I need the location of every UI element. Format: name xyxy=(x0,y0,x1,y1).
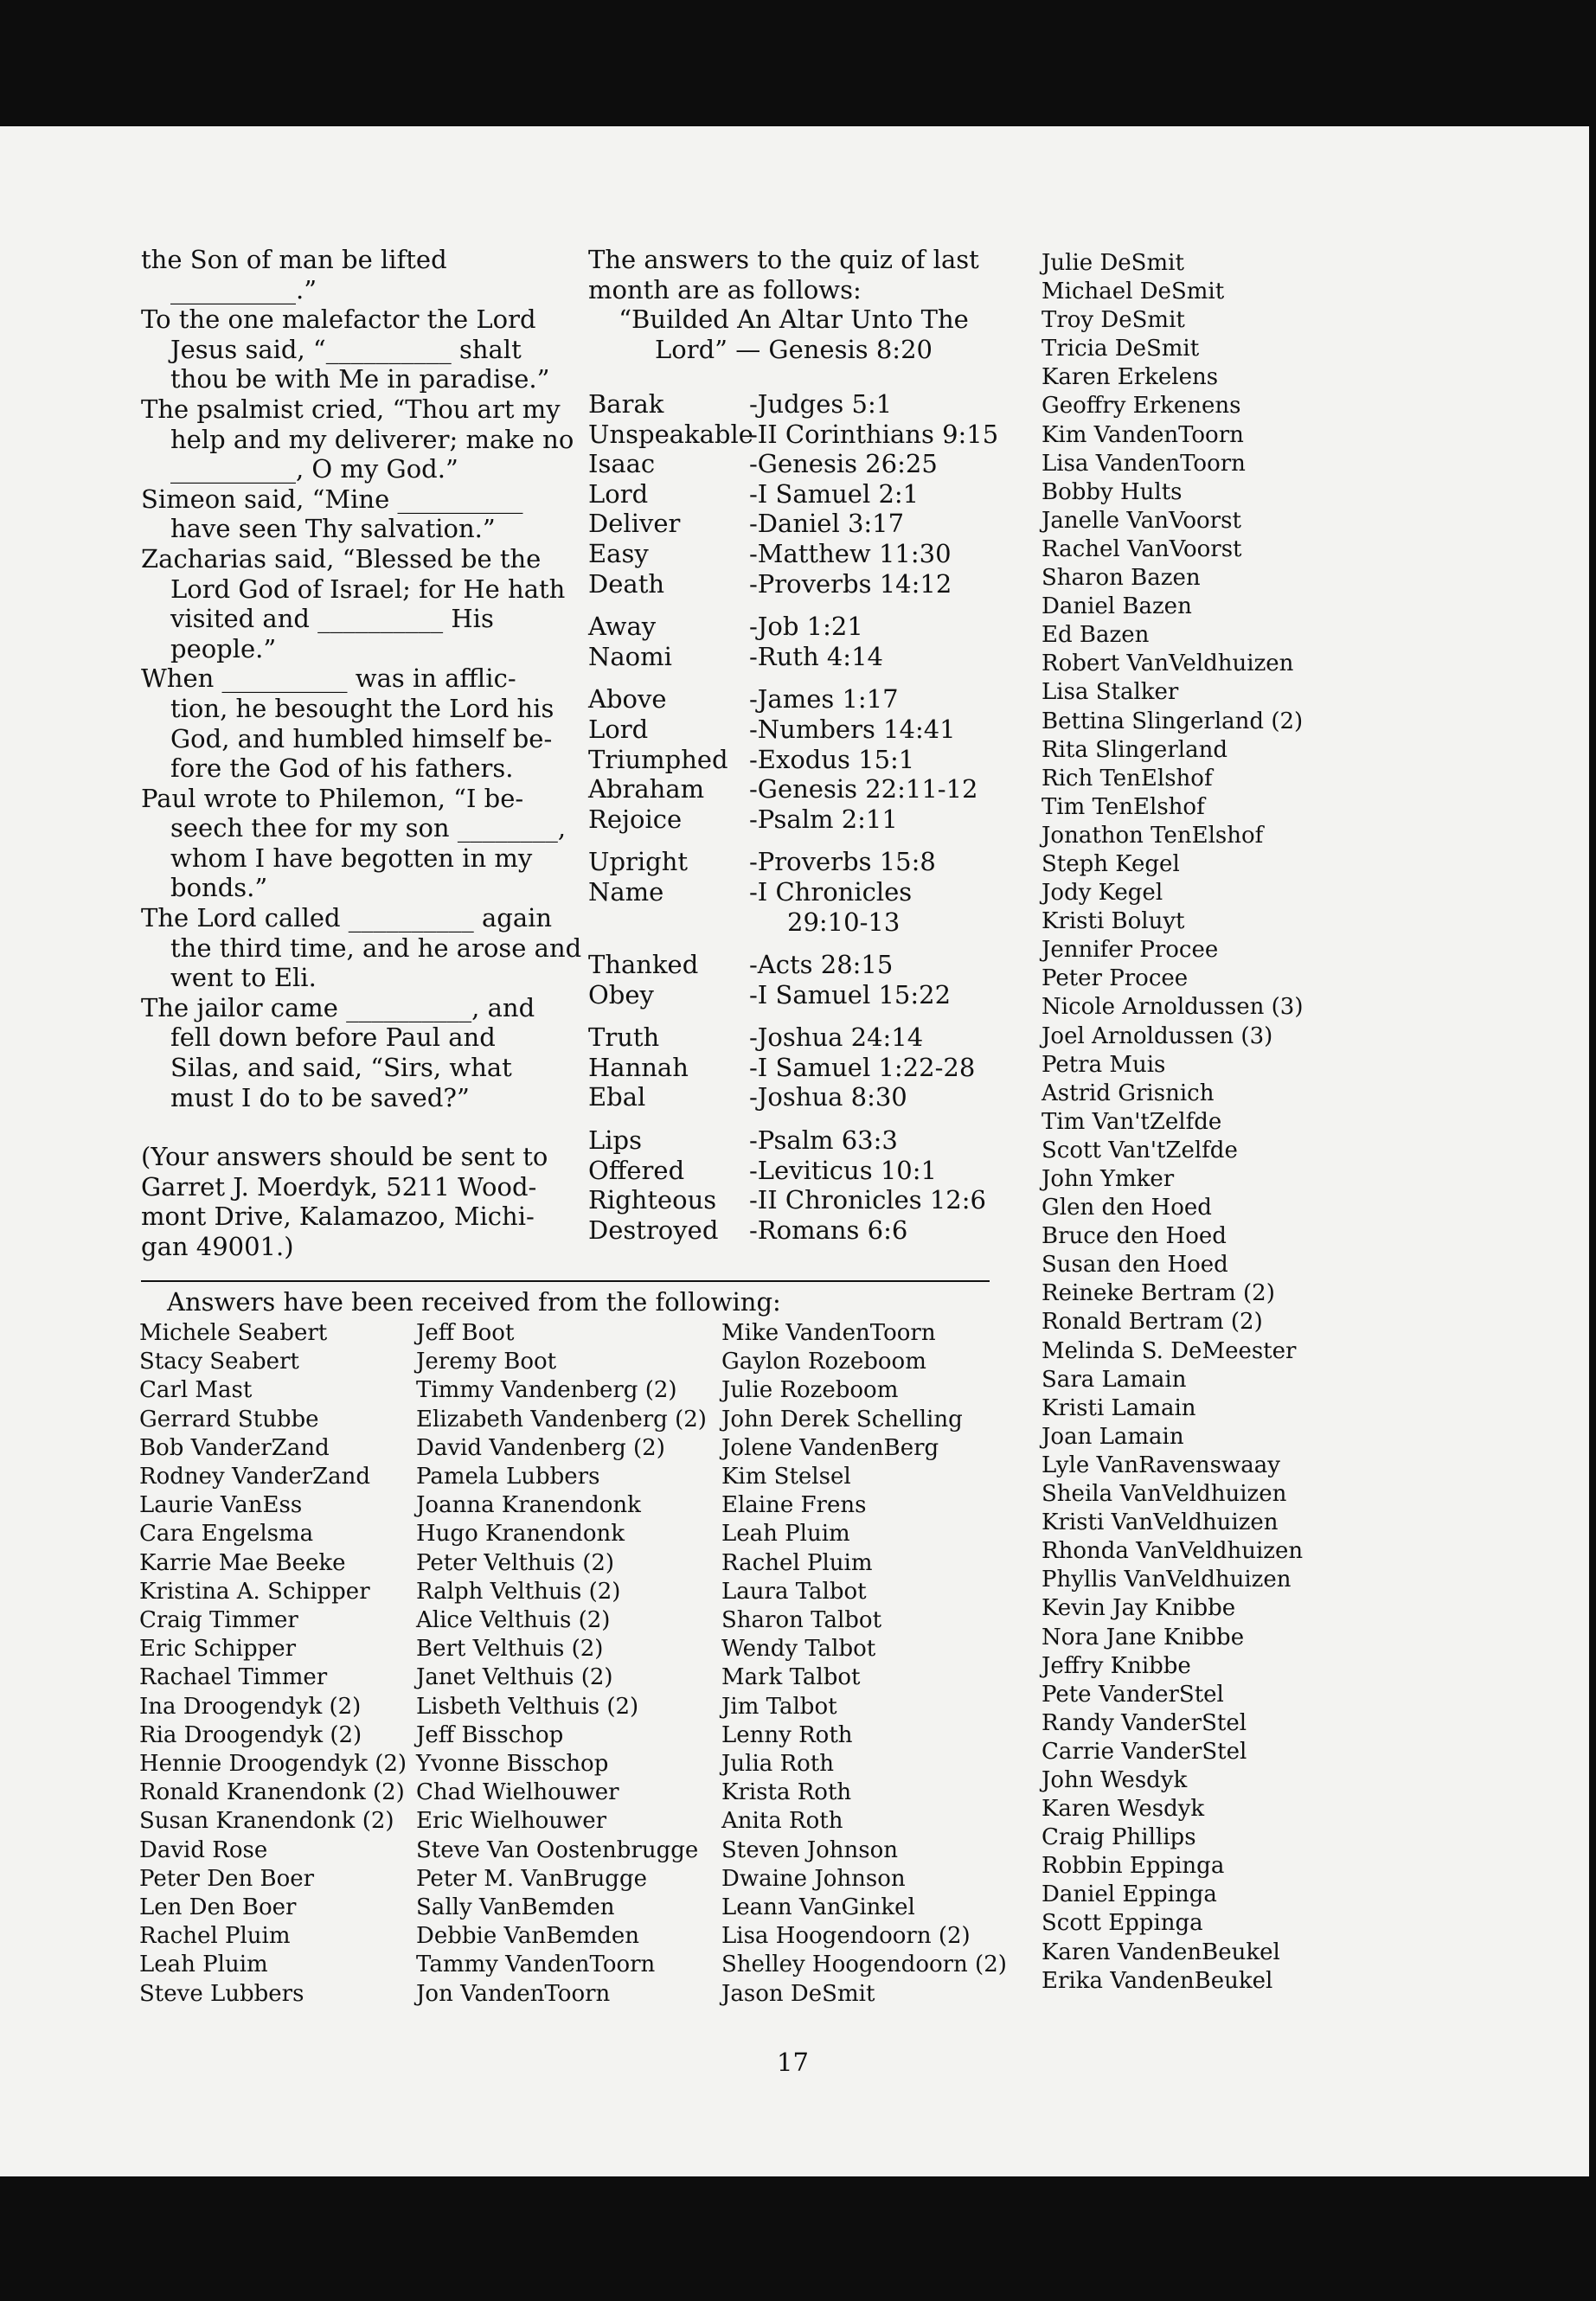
respondent-name: Petra Muis xyxy=(1042,1051,1166,1078)
respondent-name: Melinda S. DeMeester xyxy=(1042,1337,1297,1364)
respondent-name: Peter Den Boer xyxy=(139,1865,315,1892)
respondent-name: Jeffry Knibbe xyxy=(1042,1652,1191,1679)
names-column-2 xyxy=(416,1319,707,2009)
answer-word: Abraham xyxy=(588,774,705,804)
answer-reference: -II Corinthians 9:15 xyxy=(749,419,999,449)
respondent-name: Eric Wielhouwer xyxy=(416,1808,607,1835)
quiz-clue-line: must I do to be saved?” xyxy=(170,1082,470,1112)
respondent-name: Tim Van'tZelfde xyxy=(1042,1108,1222,1135)
names-column-1 xyxy=(139,1319,407,2009)
answer-reference: -Numbers 14:41 xyxy=(749,714,956,744)
respondent-name: Pamela Lubbers xyxy=(416,1464,600,1490)
quiz-clue-line: the Son of man be lifted xyxy=(141,245,447,274)
respondent-name: Julie Rozeboom xyxy=(721,1377,899,1404)
section-divider xyxy=(141,1280,990,1282)
respondent-name: Rachel Pluim xyxy=(139,1923,291,1950)
respondent-name: Tim TenElshof xyxy=(1042,793,1205,820)
answer-group xyxy=(588,612,1003,671)
quiz-clue xyxy=(141,993,546,1112)
respondent-name: Sheila VanVeldhuizen xyxy=(1042,1481,1287,1508)
respondent-name: Kristi VanVeldhuizen xyxy=(1042,1509,1279,1536)
answer-reference: -Ruth 4:14 xyxy=(749,641,883,671)
respondent-name: Laurie VanEss xyxy=(139,1492,303,1519)
respondent-name: Daniel Bazen xyxy=(1042,593,1192,620)
respondent-name: Peter Velthuis (2) xyxy=(416,1549,615,1576)
respondent-name: Rachel Pluim xyxy=(721,1549,873,1576)
respondent-name: Bruce den Hoed xyxy=(1042,1223,1227,1250)
respondent-name: Janet Velthuis (2) xyxy=(416,1664,613,1691)
respondent-name: Lisbeth Velthuis (2) xyxy=(416,1693,639,1720)
answer-reference: -Genesis 26:25 xyxy=(749,449,938,479)
answer-word: Lord xyxy=(588,714,649,744)
respondent-name: Lenny Roth xyxy=(721,1721,853,1748)
respondent-name: Joan Lamain xyxy=(1042,1423,1184,1450)
answer-word: Unspeakable xyxy=(588,419,753,449)
respondent-name: Steven Johnson xyxy=(721,1836,899,1863)
respondent-name: Leann VanGinkel xyxy=(721,1894,915,1921)
answers-intro xyxy=(588,245,999,364)
respondent-name: Krista Roth xyxy=(721,1779,852,1806)
respondent-name: Hugo Kranendonk xyxy=(416,1521,625,1548)
respondent-name: Craig Timmer xyxy=(139,1607,298,1634)
respondent-name: Steve Van Oostenbrugge xyxy=(416,1836,699,1863)
quiz-clue-line: To the one malefactor the Lord xyxy=(141,304,536,335)
quiz-clue xyxy=(141,484,546,544)
answer-group xyxy=(588,1125,1003,1245)
answer-word: Death xyxy=(588,568,665,599)
respondent-name: Gerrard Stubbe xyxy=(139,1406,319,1433)
respondent-name: Ralph Velthuis (2) xyxy=(416,1578,621,1605)
quiz-clue-line: whom I have begotten in my xyxy=(170,843,533,873)
respondent-name: Bob VanderZand xyxy=(139,1434,330,1461)
respondent-name: Chad Wielhouwer xyxy=(416,1779,619,1806)
respondent-name: Kristi Boluyt xyxy=(1042,908,1185,935)
answer-row xyxy=(588,449,1003,479)
names-column-4 xyxy=(1042,249,1303,1996)
answer-row xyxy=(588,1022,1003,1053)
respondent-name: Lisa Stalker xyxy=(1042,679,1179,706)
quiz-clue-line: seech thee for my son ________, xyxy=(170,813,567,843)
respondent-name: Jim Talbot xyxy=(721,1693,837,1720)
answer-word: Destroyed xyxy=(588,1215,719,1245)
answer-word: Upright xyxy=(588,847,689,877)
answer-row xyxy=(588,745,1003,775)
answer-reference: -Exodus 15:1 xyxy=(749,744,915,774)
quiz-clue-line: tion, he besought the Lord his xyxy=(170,693,554,723)
answer-group xyxy=(588,847,1003,937)
respondent-name: Tricia DeSmit xyxy=(1042,336,1200,362)
answer-row xyxy=(588,420,1003,450)
respondent-name: Nicole Arnoldussen (3) xyxy=(1042,994,1304,1021)
respondent-name: Joel Arnoldussen (3) xyxy=(1042,1022,1273,1049)
mailing-note-line: mont Drive, Kalamazoo, Michi- xyxy=(141,1202,535,1232)
respondent-name: Ronald Kranendonk (2) xyxy=(139,1779,405,1806)
answer-word: Triumphed xyxy=(588,744,728,774)
respondent-name: Pete VanderStel xyxy=(1042,1681,1224,1708)
respondent-name: Eric Schipper xyxy=(139,1636,297,1663)
answer-word: Barak xyxy=(588,389,664,419)
answer-reference: -Matthew 11:30 xyxy=(749,538,952,568)
respondent-name: Jeremy Boot xyxy=(416,1349,557,1375)
mailing-note-line: Garret J. Moerdyk, 5211 Wood- xyxy=(141,1171,537,1202)
answer-word: Righteous xyxy=(588,1185,717,1215)
answer-row xyxy=(588,479,1003,510)
quiz-clue xyxy=(141,304,550,394)
answer-row xyxy=(588,950,1003,980)
respondent-name: Glen den Hoed xyxy=(1042,1195,1212,1221)
answer-group xyxy=(588,389,1003,599)
respondent-name: Scott Van'tZelfde xyxy=(1042,1137,1238,1163)
respondent-name: Kristi Lamain xyxy=(1042,1394,1196,1421)
respondent-name: Jon VandenToorn xyxy=(416,1980,611,2007)
respondent-name: Kim Stelsel xyxy=(721,1464,851,1490)
answer-word: Ebal xyxy=(588,1082,646,1112)
answer-word: Offered xyxy=(588,1155,685,1185)
respondent-name: Janelle VanVoorst xyxy=(1042,507,1241,534)
answer-word: Rejoice xyxy=(588,804,683,834)
answer-row xyxy=(588,389,1003,420)
respondent-name: Rachel VanVoorst xyxy=(1042,535,1242,562)
answer-word: Lips xyxy=(588,1125,642,1156)
quiz-clue-line: people.” xyxy=(170,633,277,663)
answers-intro-line: month are as follows: xyxy=(588,274,862,304)
respondent-name: Leah Pluim xyxy=(139,1952,268,1978)
quiz-clue-line: God, and humbled himself be- xyxy=(170,723,553,753)
respondent-name: Rachael Timmer xyxy=(139,1664,328,1691)
respondent-name: Michele Seabert xyxy=(139,1320,328,1346)
answer-row xyxy=(588,1082,1003,1112)
respondent-name: Timmy Vandenberg (2) xyxy=(416,1377,677,1404)
respondent-name: Mark Talbot xyxy=(721,1664,861,1691)
answer-word: Naomi xyxy=(588,641,672,671)
respondent-name: Peter M. VanBrugge xyxy=(416,1865,647,1892)
quiz-clue-line: fore the God of his fathers. xyxy=(170,753,514,784)
respondent-name: Stacy Seabert xyxy=(139,1349,299,1375)
respondent-name: Geoffry Erkenens xyxy=(1042,393,1241,420)
answer-reference: -Acts 28:15 xyxy=(749,950,894,980)
respondent-name: Robbin Eppinga xyxy=(1042,1853,1225,1880)
quiz-clue xyxy=(141,903,582,993)
answers-intro-title: “Builded An Altar Unto The xyxy=(619,304,969,335)
answer-row xyxy=(588,804,1003,835)
respondent-name: Kevin Jay Knibbe xyxy=(1042,1595,1236,1622)
answer-group xyxy=(588,950,1003,1009)
respondent-name: Steve Lubbers xyxy=(139,1980,304,2007)
respondent-name: Ed Bazen xyxy=(1042,622,1150,649)
answer-row xyxy=(588,847,1003,877)
respondent-name: Lisa Hoogendoorn (2) xyxy=(721,1923,971,1950)
respondent-name: Jonathon TenElshof xyxy=(1042,822,1264,849)
answer-reference: -Proverbs 14:12 xyxy=(749,568,952,599)
answer-reference: -Joshua 8:30 xyxy=(749,1082,907,1112)
mailing-note-line: gan 49001.) xyxy=(141,1232,294,1261)
respondent-name: Debbie VanBemden xyxy=(416,1923,640,1950)
answer-word: Thanked xyxy=(588,950,699,980)
respondent-name: Elizabeth Vandenberg (2) xyxy=(416,1406,707,1433)
answer-word: Truth xyxy=(588,1022,660,1053)
quiz-clue-line: bonds.” xyxy=(170,873,268,903)
respondent-name: Carl Mast xyxy=(139,1377,253,1404)
respondent-name: Bettina Slingerland (2) xyxy=(1042,708,1304,734)
respondent-name: Rhonda VanVeldhuizen xyxy=(1042,1538,1304,1565)
respondent-name: Erika VandenBeukel xyxy=(1042,1967,1273,1994)
respondent-name: Kristina A. Schipper xyxy=(139,1578,370,1605)
respondent-name: Karen Wesdyk xyxy=(1042,1796,1205,1823)
quiz-clue-line: Paul wrote to Philemon, “I be- xyxy=(141,783,524,813)
respondent-name: Lisa VandenToorn xyxy=(1042,450,1246,477)
respondent-name: Michael DeSmit xyxy=(1042,279,1225,305)
respondent-name: Nora Jane Knibbe xyxy=(1042,1624,1245,1650)
answer-reference: -II Chronicles 12:6 xyxy=(749,1185,986,1215)
respondent-name: Randy VanderStel xyxy=(1042,1709,1247,1736)
answer-group xyxy=(588,1022,1003,1112)
answer-word: Lord xyxy=(588,478,649,509)
answer-word: Deliver xyxy=(588,509,681,539)
respondent-name: Joanna Kranendonk xyxy=(416,1492,641,1519)
respondent-name: Karen VandenBeukel xyxy=(1042,1939,1280,1965)
answer-reference: -Psalm 2:11 xyxy=(749,804,898,834)
answer-reference: -Job 1:21 xyxy=(749,612,863,642)
respondent-name: Ria Droogendyk (2) xyxy=(139,1721,362,1748)
respondent-name: Cara Engelsma xyxy=(139,1521,314,1548)
answer-reference: -I Samuel 2:1 xyxy=(749,478,920,509)
respondent-name: Karen Erkelens xyxy=(1042,364,1219,391)
answer-word: Isaac xyxy=(588,449,656,479)
respondent-name: Julia Roth xyxy=(721,1751,834,1778)
answer-reference: -Romans 6:6 xyxy=(749,1215,908,1245)
respondent-name: Jolene VandenBerg xyxy=(721,1434,939,1461)
quiz-clue-line: Jesus said, “__________ shalt xyxy=(170,334,522,364)
answers-intro-line: The answers to the quiz of last xyxy=(588,245,979,274)
respondent-name: Elaine Frens xyxy=(721,1492,867,1519)
respondent-name: Phyllis VanVeldhuizen xyxy=(1042,1567,1292,1593)
respondent-name: Ronald Bertram (2) xyxy=(1042,1309,1263,1336)
respondent-name: John Ymker xyxy=(1042,1166,1175,1192)
answer-row xyxy=(588,1053,1003,1083)
answer-reference: -James 1:17 xyxy=(749,684,899,715)
answer-row xyxy=(588,774,1003,804)
respondent-name: Bert Velthuis (2) xyxy=(416,1636,604,1663)
respondent-name: Reineke Bertram (2) xyxy=(1042,1280,1275,1307)
respondent-name: Craig Phillips xyxy=(1042,1824,1196,1851)
answer-reference: -Judges 5:1 xyxy=(749,389,893,419)
respondent-name: Scott Eppinga xyxy=(1042,1910,1203,1937)
answer-word: Obey xyxy=(588,979,654,1009)
answer-row xyxy=(588,1215,1003,1246)
quiz-clue xyxy=(141,663,554,784)
respondent-name: Sally VanBemden xyxy=(416,1894,615,1921)
answer-row xyxy=(588,539,1003,569)
mailing-note-line: (Your answers should be sent to xyxy=(141,1142,548,1172)
answer-reference: -Leviticus 10:1 xyxy=(749,1155,937,1185)
quiz-clue-line: Zacharias said, “Blessed be the xyxy=(141,543,542,574)
respondent-name: Alice Velthuis (2) xyxy=(416,1607,611,1634)
quiz-clue-line: Silas, and said, “Sirs, what xyxy=(170,1053,512,1083)
answer-row xyxy=(588,980,1003,1010)
respondent-name: Astrid Grisnich xyxy=(1042,1080,1215,1106)
answer-word: Away xyxy=(588,612,657,642)
names-column-3 xyxy=(721,1319,1007,2009)
answer-row xyxy=(588,1156,1003,1186)
quiz-clue-line: thou be with Me in paradise.” xyxy=(170,364,550,394)
respondent-name: Sharon Talbot xyxy=(721,1607,882,1634)
answer-reference: -Psalm 63:3 xyxy=(749,1125,898,1156)
respondent-name: Shelley Hoogendoorn (2) xyxy=(721,1952,1007,1978)
respondent-name: Leah Pluim xyxy=(721,1521,850,1548)
respondent-name: Yvonne Bisschop xyxy=(416,1751,609,1778)
respondent-name: Tammy VandenToorn xyxy=(416,1952,656,1978)
respondent-name: Laura Talbot xyxy=(721,1578,867,1605)
answer-word: Hannah xyxy=(588,1052,689,1082)
quiz-clue xyxy=(141,543,566,663)
quiz-clue-line: __________.” xyxy=(170,274,317,304)
respondent-name: Sara Lamain xyxy=(1042,1366,1187,1393)
answer-reference: -Genesis 22:11-12 xyxy=(749,774,978,804)
received-heading: Answers have been received from the following: xyxy=(167,1287,781,1317)
respondent-name: Wendy Talbot xyxy=(721,1636,876,1663)
answer-reference: -Daniel 3:17 xyxy=(749,509,905,539)
answer-row xyxy=(588,1125,1003,1156)
quiz-clue-line: When __________ was in afflic- xyxy=(141,663,516,694)
quiz-clue xyxy=(141,245,546,304)
quiz-clues-column xyxy=(141,245,582,1262)
quiz-clue xyxy=(141,394,574,484)
respondent-name: Troy DeSmit xyxy=(1042,307,1185,334)
respondent-name: Ina Droogendyk (2) xyxy=(139,1693,362,1720)
answer-reference: -I Chronicles xyxy=(749,876,913,907)
answers-list xyxy=(588,389,1003,1258)
answer-row xyxy=(588,612,1003,642)
quiz-clue-line: the third time, and he arose and xyxy=(170,933,582,963)
quiz-clue-line: went to Eli. xyxy=(170,963,317,993)
answer-word: Easy xyxy=(588,538,649,568)
respondent-name: Daniel Eppinga xyxy=(1042,1881,1217,1908)
respondent-name: Len Den Boer xyxy=(139,1894,297,1921)
respondent-name: Susan Kranendonk (2) xyxy=(139,1808,394,1835)
respondent-name: Bobby Hults xyxy=(1042,478,1183,505)
respondent-name: Jeff Bisschop xyxy=(416,1721,564,1748)
respondent-name: Lyle VanRavenswaay xyxy=(1042,1452,1280,1478)
respondent-name: Mike VandenToorn xyxy=(721,1320,936,1346)
respondent-name: Sharon Bazen xyxy=(1042,565,1201,592)
quiz-clue-line: have seen Thy salvation.” xyxy=(170,514,496,544)
answer-row xyxy=(588,509,1003,539)
respondent-name: Kim VandenToorn xyxy=(1042,421,1244,448)
respondent-name: Steph Kegel xyxy=(1042,850,1180,877)
quiz-clue-line: The jailor came __________, and xyxy=(141,992,535,1022)
respondent-name: John Wesdyk xyxy=(1042,1766,1188,1793)
respondent-name: David Rose xyxy=(139,1836,268,1863)
answer-row xyxy=(588,684,1003,715)
quiz-clue-line: __________, O my God.” xyxy=(170,454,458,484)
quiz-clue-line: The Lord called __________ again xyxy=(141,903,553,933)
respondent-name: Rich TenElshof xyxy=(1042,765,1213,792)
answer-word: Name xyxy=(588,876,664,907)
quiz-clue-line: Lord God of Israel; for He hath xyxy=(170,574,566,604)
quiz-clue-line: help and my deliverer; make no xyxy=(170,424,574,454)
respondent-name: Jody Kegel xyxy=(1042,880,1163,907)
respondent-name: Jennifer Procee xyxy=(1042,937,1219,964)
answer-row xyxy=(588,569,1003,599)
quiz-clue-line: visited and __________ His xyxy=(170,604,494,634)
respondent-name: Anita Roth xyxy=(721,1808,843,1835)
answers-intro-reference: Lord” — Genesis 8:20 xyxy=(655,334,933,364)
answer-reference-cont: 29:10-13 xyxy=(787,907,901,937)
respondent-name: Gaylon Rozeboom xyxy=(721,1349,926,1375)
answer-reference: -I Samuel 1:22-28 xyxy=(749,1052,976,1082)
quiz-clue-line: Simeon said, “Mine __________ xyxy=(141,484,523,514)
mailing-note xyxy=(141,1142,546,1261)
answer-reference: -Proverbs 15:8 xyxy=(749,847,936,877)
respondent-name: Jeff Boot xyxy=(416,1320,515,1346)
respondent-name: Julie DeSmit xyxy=(1042,250,1184,276)
respondent-name: Robert VanVeldhuizen xyxy=(1042,651,1294,677)
respondent-name: Rodney VanderZand xyxy=(139,1464,371,1490)
answer-group xyxy=(588,684,1003,834)
quiz-clue xyxy=(141,783,567,903)
respondent-name: Hennie Droogendyk (2) xyxy=(139,1751,407,1778)
answer-reference: -I Samuel 15:22 xyxy=(749,979,952,1009)
answer-row xyxy=(588,877,1003,907)
page-number: 17 xyxy=(777,2048,809,2077)
respondent-name: Susan den Hoed xyxy=(1042,1252,1228,1279)
respondent-name: Carrie VanderStel xyxy=(1042,1738,1247,1765)
answer-word: Above xyxy=(588,684,667,715)
respondent-name: Peter Procee xyxy=(1042,965,1189,992)
quiz-clue-line: The psalmist cried, “Thou art my xyxy=(141,394,561,424)
quiz-clue-line: fell down before Paul and xyxy=(170,1022,496,1053)
respondent-name: Dwaine Johnson xyxy=(721,1865,906,1892)
answer-row xyxy=(588,715,1003,745)
respondent-name: David Vandenberg (2) xyxy=(416,1434,665,1461)
answer-reference: -Joshua 24:14 xyxy=(749,1022,924,1053)
respondent-name: Rita Slingerland xyxy=(1042,736,1227,763)
respondent-name: Karrie Mae Beeke xyxy=(139,1549,346,1576)
answer-row xyxy=(588,1185,1003,1215)
respondent-name: Jason DeSmit xyxy=(721,1980,875,2007)
answer-row xyxy=(588,642,1003,672)
respondent-name: John Derek Schelling xyxy=(721,1406,963,1433)
